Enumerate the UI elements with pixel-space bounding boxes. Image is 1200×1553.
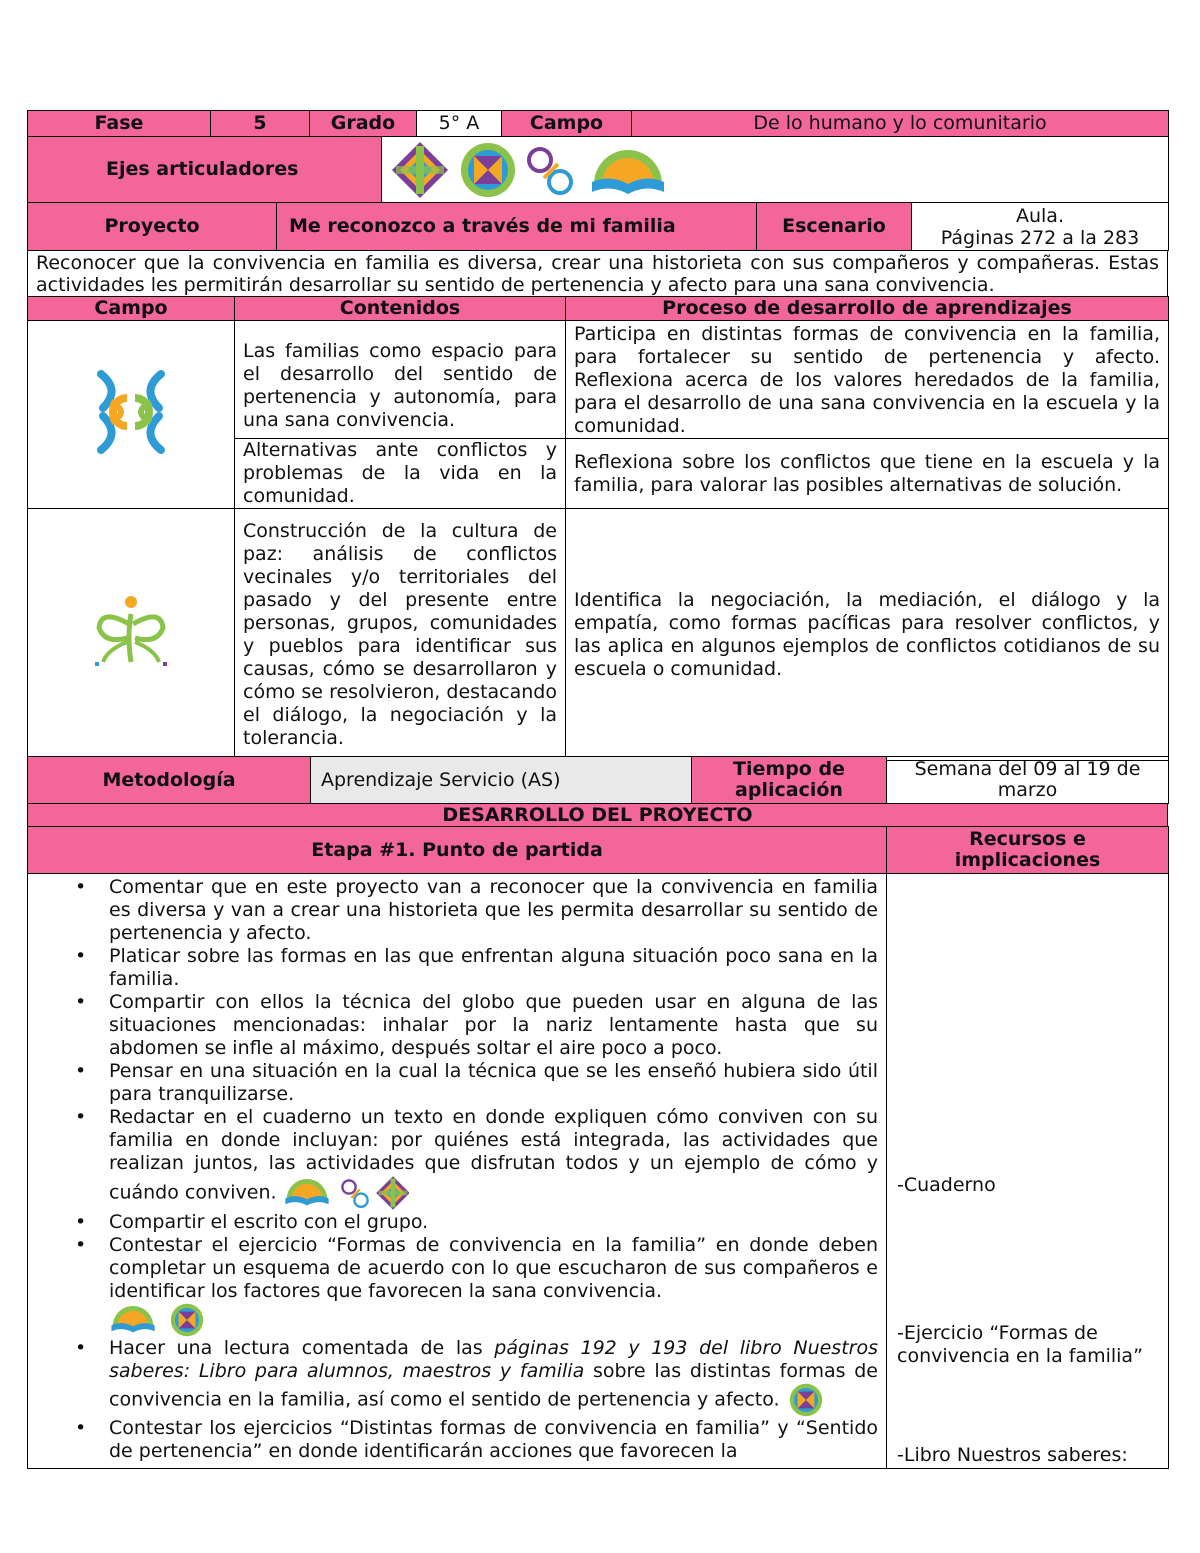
campo-etica-icon — [91, 592, 171, 672]
list-item: • Compartir el escrito con el grupo. — [109, 1211, 878, 1234]
fase-label: Fase — [28, 111, 211, 137]
col-contenidos: Contenidos — [235, 297, 566, 321]
metodologia-value: Aprendizaje Servicio (AS) — [311, 757, 692, 804]
intercultural-icon — [788, 1383, 824, 1417]
proceso-3: Identifica la negociación, la mediación, el diálogo y la empatía, como formas pacíficas para resolver conflictos, y las aplica en algunos ejemplos de conflictos cotidianos de su escuela o comunidad. — [566, 509, 1169, 761]
metodologia-table — [27, 756, 1169, 804]
desarrollo-title: DESARROLLO DEL PROYECTO — [28, 804, 1168, 827]
escenario-value — [912, 203, 1169, 251]
metodologia-label: Metodología — [28, 757, 311, 804]
contenidos-table — [27, 296, 1169, 761]
etapa-table — [27, 826, 1169, 1469]
list-item: • Hacer una lectura comentada de las páginas 192 y 193 del libro Nuestros saberes: Libro para alumnos, maestros y familia sobre las distintas formas de convivencia en la familia, así como el sentido de pertenencia y afecto. — [109, 1337, 878, 1417]
inclusion-icon — [392, 142, 448, 198]
proyecto-table — [27, 202, 1169, 251]
desarrollo-title-table — [27, 803, 1168, 827]
escenario-line2: Páginas 272 a la 283 — [940, 226, 1140, 249]
activities-cell — [28, 874, 887, 1469]
list-item: • Redactar en el cuaderno un texto en donde expliquen cómo conviven con su familia en donde incluyan: por quiénes está integrada, las actividades que realizan juntos, las actividades que disfrutan todos y un ejemplo de cómo y cuándo conviven. — [109, 1106, 878, 1211]
proceso-1: Participa en distintas formas de convivencia en la familia, para fortalecer su sentido de pertenencia y afecto. Reflexiona acerca de los valores heredados de la familia, para el desarrollo de una sana convivencia en la escuela y la comunidad. — [566, 321, 1169, 439]
escenario-label: Escenario — [757, 203, 912, 251]
campo-humano-icon — [91, 370, 171, 454]
tiempo-value: Semana del 09 al 19 de marzo — [887, 757, 1169, 804]
objective-table — [27, 250, 1168, 297]
header-table — [27, 110, 1169, 137]
ejes-icons — [382, 137, 1169, 203]
list-item: • Contestar el ejercicio “Formas de convivencia en la familia” en donde deben completar un esquema de acuerdo con lo que escucharon de sus compañeros e identificar los factores que favorecen la sana convivencia. — [109, 1234, 878, 1337]
list-item: • Platicar sobre las formas en las que enfrentan alguna situación poco sana en la familia. — [109, 945, 878, 991]
proyecto-label: Proyecto — [28, 203, 277, 251]
col-proceso: Proceso de desarrollo de aprendizajes — [566, 297, 1169, 321]
campo-humano-cell — [28, 321, 235, 509]
recurso-libro: -Libro Nuestros saberes: — [897, 1444, 1128, 1466]
recursos-cell — [887, 874, 1169, 1469]
lectura-icon — [592, 150, 664, 194]
list-item: • Comentar que en este proyecto van a reconocer que la convivencia en familia es diversa y van a crear una historieta que les permita desarrollar su sentido de pertenencia y afecto. — [109, 876, 878, 945]
grado-label: Grado — [310, 111, 417, 137]
objective-text: Reconocer que la convivencia en familia es diversa, crear una historieta con sus compañeros y compañeras. Estas actividades les permitirán desarrollar su sentido de pertenencia y afecto para una sana convivencia. — [28, 251, 1168, 297]
contenido-3: Construcción de la cultura de paz: análisis de conflictos vecinales y/o territoriales del pasado y del presente entre personas, grupos, comunidades y pueblos para identificar sus causas, cómo se desarrollaron y cómo se resolvieron, destacando el diálogo, la negociación y la tolerancia. — [235, 509, 566, 761]
fase-value: 5 — [211, 111, 310, 137]
igualdad-genero-icon — [529, 149, 571, 193]
campo-label: Campo — [502, 111, 632, 137]
recursos-title: Recursos e implicaciones — [887, 827, 1169, 874]
recurso-cuaderno: -Cuaderno — [897, 1174, 996, 1196]
activities-list — [28, 876, 878, 1463]
list-item: • Contestar los ejercicios “Distintas formas de convivencia en familia” y “Sentido de pertenencia” en donde identificarán acciones que favorecen la — [109, 1417, 878, 1463]
proceso-2: Reflexiona sobre los conflictos que tiene en la escuela y la familia, para valorar las posibles alternativas de solución. — [566, 439, 1169, 509]
grado-value: 5° A — [417, 111, 502, 137]
recurso-ejercicio: -Ejercicio “Formas de convivencia en la familia” — [897, 1322, 1143, 1367]
campo-etica-cell — [28, 509, 235, 761]
activity-ejes-icons — [111, 1303, 207, 1337]
interculturalidad-icon — [461, 143, 515, 197]
contenido-2: Alternativas ante conflictos y problemas de la vida en la comunidad. — [235, 439, 566, 509]
contenido-1: Las familias como espacio para el desarrollo del sentido de pertenencia y autonomía, para una sana convivencia. — [235, 321, 566, 439]
etapa-title: Etapa #1. Punto de partida — [28, 827, 887, 874]
list-item: • Compartir con ellos la técnica del globo que pueden usar en alguna de las situaciones mencionadas: inhalar por la nariz lentamente hasta que su abdomen se infle al máximo, después soltar el aire poco a poco. — [109, 991, 878, 1060]
proyecto-value: Me reconozco a través de mi familia — [277, 203, 757, 251]
col-campo: Campo — [28, 297, 235, 321]
escenario-line1: Aula. — [1015, 204, 1064, 227]
tiempo-label: Tiempo de aplicación — [692, 757, 887, 804]
list-item: • Pensar en una situación en la cual la técnica que se les enseñó hubiera sido útil para tranquilizarse. — [109, 1060, 878, 1106]
activity-ejes-icons — [285, 1175, 409, 1211]
ejes-table — [27, 136, 1169, 203]
campo-value: De lo humano y lo comunitario — [632, 111, 1169, 137]
ejes-label: Ejes articuladores — [28, 137, 382, 203]
